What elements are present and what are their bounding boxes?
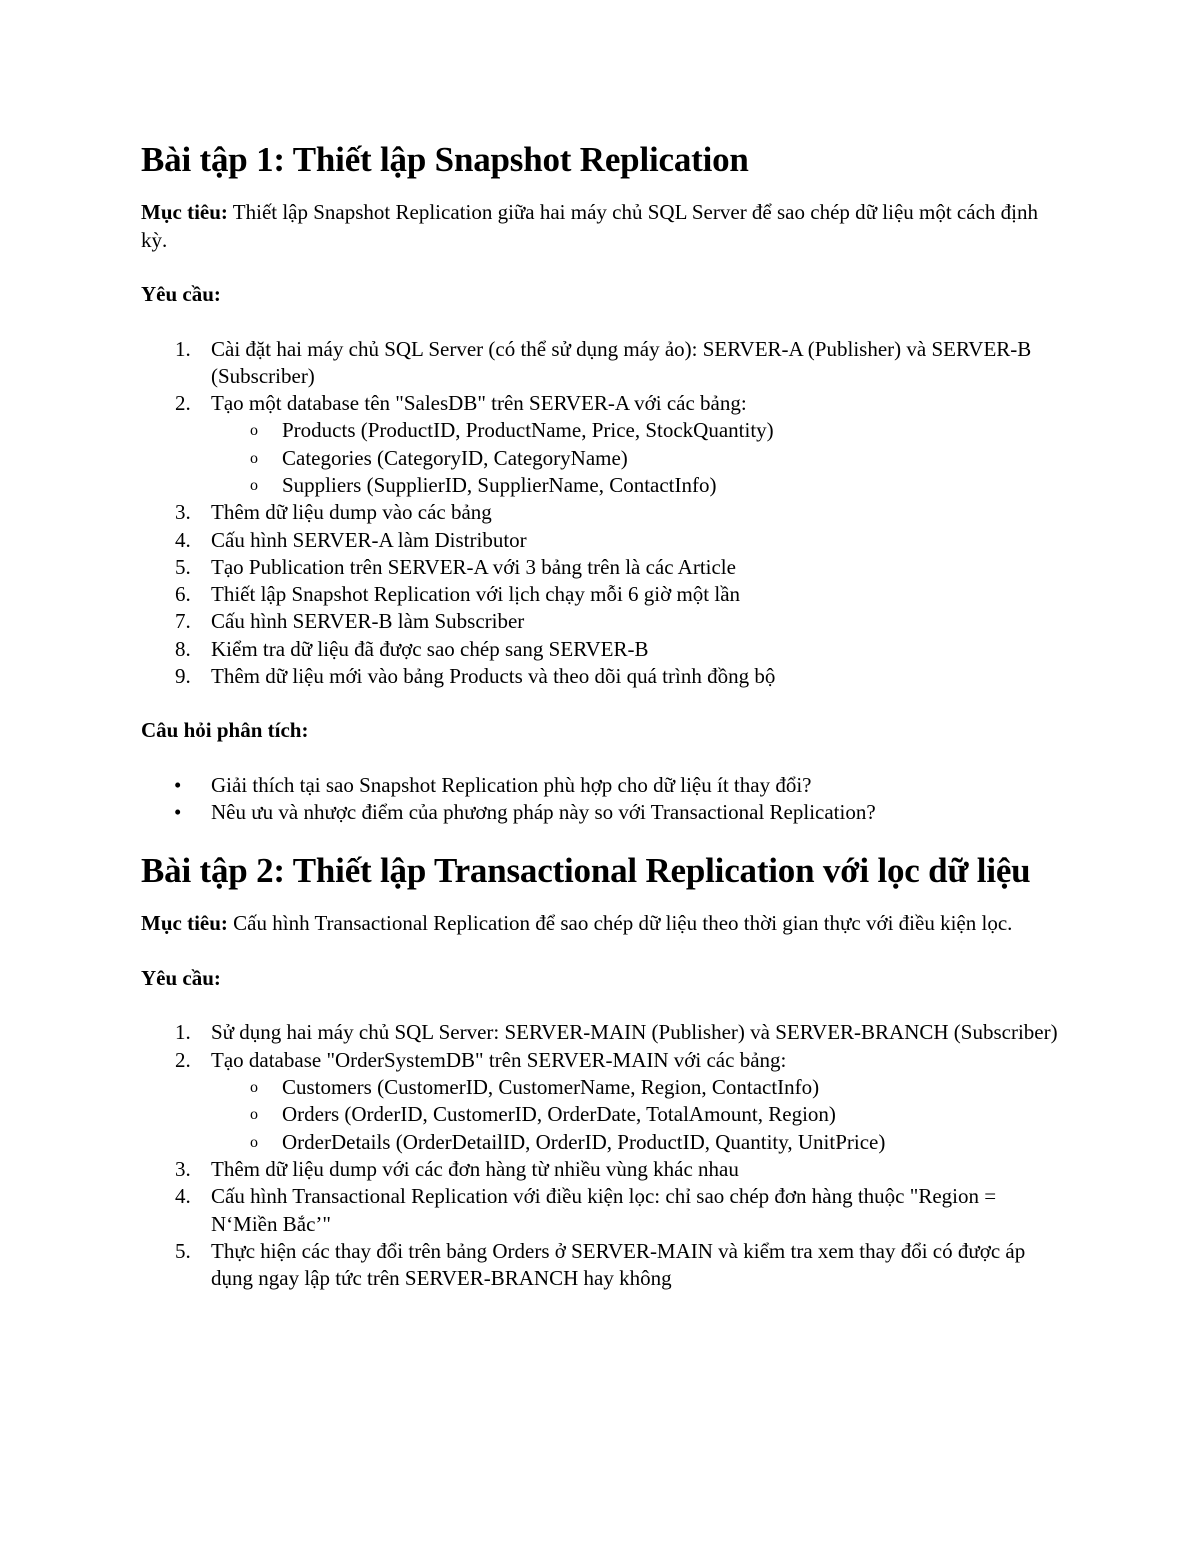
- table-item: [141, 1129, 1061, 1156]
- question-text: Giải thích tại sao Snapshot Replication phù hợp cho dữ liệu ít thay đổi?: [211, 772, 812, 797]
- step-item: [141, 1156, 1061, 1183]
- bullet-icon: •: [174, 772, 182, 797]
- sub-bullet-icon: o: [250, 1133, 258, 1151]
- step-item: [141, 527, 1061, 554]
- question-text: Nêu ưu và nhược điểm của phương pháp này so với Transactional Replication?: [211, 800, 876, 825]
- step-item: [141, 581, 1061, 608]
- step-number: 3.: [175, 1156, 191, 1181]
- objective-text: Cấu hình Transactional Replication để sao chép dữ liệu theo thời gian thực với điều kiện lọc.: [227, 911, 1013, 936]
- table-list: [211, 417, 1061, 499]
- table-item: [141, 1074, 1061, 1101]
- step-number: 2.: [175, 1047, 191, 1072]
- step-number: 5.: [175, 1238, 191, 1263]
- step-text: Thiết lập Snapshot Replication với lịch chạy mỗi 6 giờ một lần: [211, 582, 741, 607]
- objective-label: Mục tiêu:: [141, 200, 228, 224]
- analysis-questions-label: Câu hỏi phân tích:: [141, 718, 309, 743]
- step-number: 9.: [175, 664, 191, 689]
- sub-bullet-icon: o: [250, 1106, 258, 1124]
- step-number: 8.: [175, 636, 191, 661]
- step-number: 5.: [175, 554, 191, 579]
- step-number: 1.: [175, 1020, 191, 1045]
- table-item: [141, 472, 1061, 499]
- table-text: Products (ProductID, ProductName, Price, StockQuantity): [282, 418, 774, 443]
- table-text: Suppliers (SupplierID, SupplierName, ContactInfo): [282, 472, 717, 497]
- exercise-1-requirements-label: Yêu cầu:: [141, 282, 221, 306]
- step-text: Thêm dữ liệu dump với các đơn hàng từ nhiều vùng khác nhau: [211, 1156, 739, 1181]
- step-number: 1.: [175, 336, 191, 361]
- step-item: [141, 336, 1061, 391]
- step-text: Sử dụng hai máy chủ SQL Server: SERVER-MAIN (Publisher) và SERVER-BRANCH (Subscriber): [211, 1020, 1058, 1045]
- step-number: 7.: [175, 609, 191, 634]
- step-number: 4.: [175, 1184, 191, 1209]
- sub-bullet-icon: o: [250, 1079, 258, 1097]
- step-text: Kiểm tra dữ liệu đã được sao chép sang SERVER-B: [211, 636, 649, 661]
- table-item: [141, 417, 1061, 444]
- bullet-icon: •: [174, 800, 182, 825]
- step-item: [141, 1019, 1061, 1046]
- exercise-2-objective: [141, 910, 1061, 938]
- exercise-2-steps: [141, 1019, 1061, 1292]
- step-text: Tạo một database tên "SalesDB" trên SERVER-A với các bảng:: [211, 391, 747, 416]
- step-text: Thêm dữ liệu mới vào bảng Products và theo dõi quá trình đồng bộ: [211, 664, 776, 689]
- step-text: Thêm dữ liệu dump vào các bảng: [211, 500, 492, 525]
- exercise-2-requirements-label: Yêu cầu:: [141, 965, 221, 990]
- step-item: [141, 390, 1061, 499]
- exercise-1-steps: [141, 336, 1061, 691]
- step-item: [141, 636, 1061, 663]
- step-number: 2.: [175, 391, 191, 416]
- step-item: [141, 499, 1061, 526]
- step-item: [141, 663, 1061, 690]
- table-text: Orders (OrderID, CustomerID, OrderDate, TotalAmount, Region): [282, 1102, 836, 1127]
- table-text: Customers (CustomerID, CustomerName, Region, ContactInfo): [282, 1075, 820, 1100]
- step-number: 6.: [175, 582, 191, 607]
- question-item: [141, 772, 1061, 799]
- sub-bullet-icon: o: [250, 476, 258, 494]
- table-text: OrderDetails (OrderDetailID, OrderID, ProductID, Quantity, UnitPrice): [282, 1129, 886, 1154]
- exercise-1-objective: [141, 199, 1061, 254]
- table-item: [141, 445, 1061, 472]
- step-item: [141, 1183, 1061, 1238]
- table-item: [141, 1101, 1061, 1128]
- step-item: [141, 554, 1061, 581]
- table-text: Categories (CategoryID, CategoryName): [282, 445, 628, 470]
- question-item: [141, 799, 1061, 826]
- step-item: [141, 1047, 1061, 1156]
- table-list: [211, 1074, 1061, 1156]
- step-number: 3.: [175, 500, 191, 525]
- objective-text: Thiết lập Snapshot Replication giữa hai máy chủ SQL Server để sao chép dữ liệu một cách định kỳ.: [141, 200, 1038, 252]
- step-item: [141, 608, 1061, 635]
- objective-label: Mục tiêu:: [141, 911, 228, 936]
- sub-bullet-icon: o: [250, 449, 258, 467]
- step-item: [141, 1238, 1061, 1293]
- step-text: Cài đặt hai máy chủ SQL Server (có thể sử dụng máy ảo): SERVER-A (Publisher) và SERVER-B (Subscriber): [211, 336, 1032, 388]
- step-number: 4.: [175, 527, 191, 552]
- step-text: Tạo database "OrderSystemDB" trên SERVER-MAIN với các bảng:: [211, 1047, 787, 1072]
- step-text: Cấu hình SERVER-B làm Subscriber: [211, 609, 525, 634]
- step-text: Cấu hình SERVER-A làm Distributor: [211, 527, 527, 552]
- sub-bullet-icon: o: [250, 422, 258, 440]
- exercise-1-title: Bài tập 1: Thiết lập Snapshot Replication: [141, 140, 749, 179]
- document-content: [141, 137, 1061, 1319]
- analysis-questions-list: [141, 772, 1061, 827]
- step-text: Tạo Publication trên SERVER-A với 3 bảng trên là các Article: [211, 554, 736, 579]
- step-text: Cấu hình Transactional Replication với điều kiện lọc: chỉ sao chép đơn hàng thuộc "Region = N‘Miền Bắc’": [211, 1184, 997, 1236]
- step-text: Thực hiện các thay đổi trên bảng Orders ở SERVER-MAIN và kiểm tra xem thay đổi có được áp dụng ngay lập tức trên SERVER-BRANCH hay không: [211, 1238, 1026, 1291]
- exercise-2-title: Bài tập 2: Thiết lập Transactional Replication với lọc dữ liệu: [141, 851, 1031, 891]
